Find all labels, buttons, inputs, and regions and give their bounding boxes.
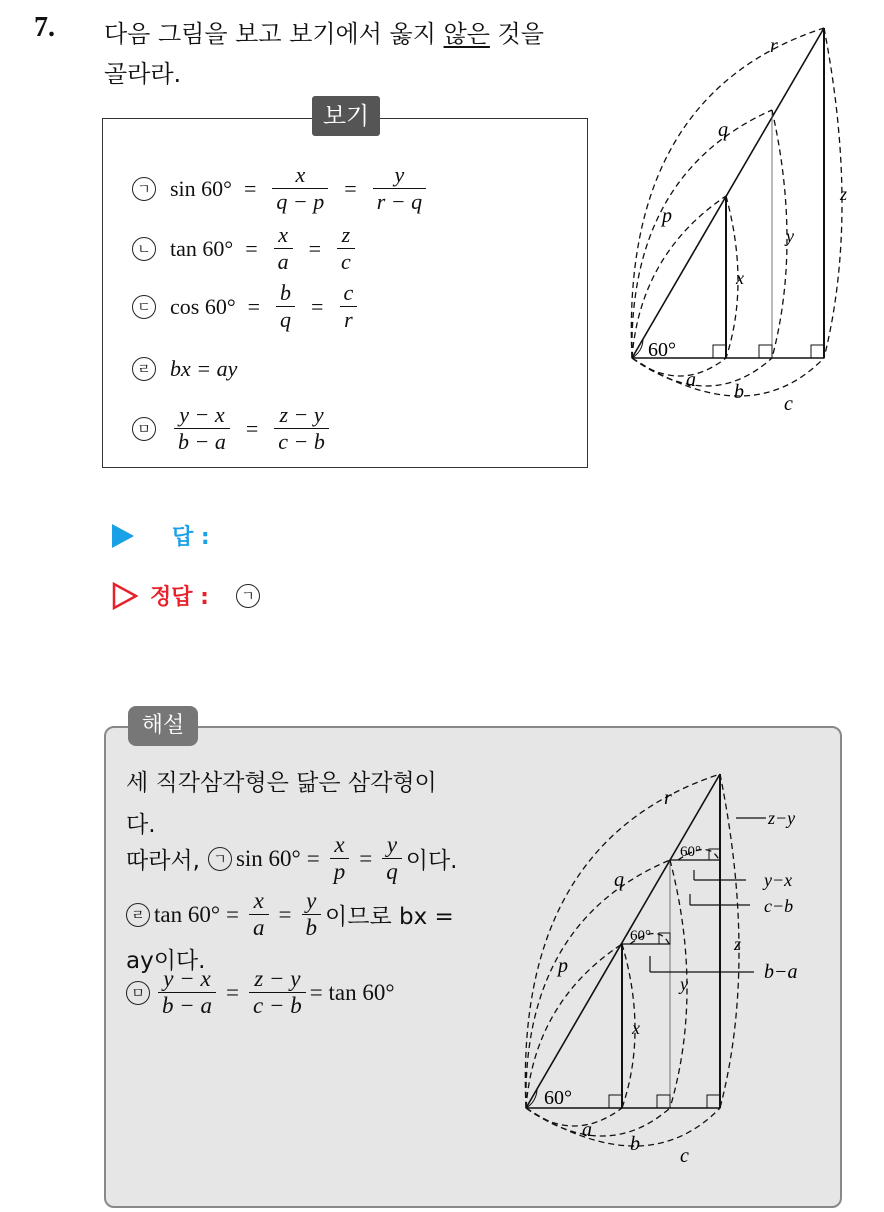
correct-answer-value: [236, 584, 260, 608]
fig2-label-p: p: [558, 955, 568, 977]
frac-den: q − p: [272, 188, 328, 215]
expl-line6: ㅁ $\frac{y - x}{b - a}$ = $\frac{z - y}{c - b}$ = tan 60°: [126, 966, 395, 1019]
fig2-label-b-minus-a: b−a: [764, 961, 798, 983]
fig1-label-a: a: [686, 369, 696, 391]
frac-den: c: [337, 248, 355, 275]
explanation-label: 해설: [128, 706, 198, 746]
fig2-small-angle-1: 60°: [630, 928, 651, 944]
frac-den: q: [276, 306, 295, 333]
bogi-item-1: ㄱ sin 60° = $\frac{x}{q - p}$ = $\frac{y}{r - q}$: [132, 162, 430, 215]
expl-line4: ㄹ tan 60° = $\frac{x}{a}$ = $\frac{y}{b}$ 이므로 bx =: [126, 888, 454, 941]
fig2-label-z: z: [734, 934, 742, 954]
expl-line3-suffix: 이다.: [405, 848, 458, 874]
expl-marker: ㄹ: [126, 903, 150, 927]
answer-label: 답 :: [172, 525, 210, 550]
fig2-label-a: a: [582, 1119, 592, 1141]
frac-num: x: [295, 162, 306, 187]
fig2-label-z-minus-y: z−y: [768, 808, 796, 828]
question-text-line2: 골라라.: [104, 60, 182, 88]
expl-line4-suffix: 이므로 bx =: [325, 904, 454, 930]
item-marker: ㄷ: [132, 295, 156, 319]
frac-den: q: [382, 858, 402, 885]
frac-num: x: [278, 222, 288, 247]
fig1-angle-label: 60°: [648, 339, 676, 361]
fig2-label-b: b: [630, 1133, 640, 1155]
fig2-label-c-minus-b: c−b: [764, 896, 794, 916]
question-text-part2: 것을: [489, 20, 544, 48]
frac-den: p: [330, 858, 350, 885]
frac-den: b − a: [158, 992, 216, 1019]
answer-arrow-icon: [112, 524, 134, 548]
fig1-label-q: q: [718, 119, 728, 141]
item-marker: ㄴ: [132, 237, 156, 261]
expl-line2: 다.: [126, 812, 156, 838]
frac-num: z − y: [254, 966, 301, 991]
bogi-item-2: ㄴ tan 60° = $\frac{x}{a}$ = $\frac{z}{c}$: [132, 222, 359, 275]
frac-num: x: [253, 888, 264, 913]
frac-den: r: [340, 306, 357, 333]
expl-line3-prefix: 따라서,: [126, 848, 200, 874]
correct-answer-marker: ㄱ: [236, 584, 260, 608]
item-func: tan 60°: [170, 235, 234, 261]
item-func: cos 60°: [170, 293, 236, 319]
figure-triangles-explanation: [514, 762, 824, 1172]
fig2-label-y: y: [680, 974, 688, 994]
fig1-label-x: x: [736, 268, 744, 288]
item-marker: ㄱ: [132, 177, 156, 201]
expl-line3: 따라서, ㄱ sin 60° = $\frac{x}{p}$ = $\frac{y}{q}$ 이다.: [126, 832, 458, 884]
expl-line6-tail: = tan 60°: [309, 979, 395, 1005]
figure-triangles: [620, 14, 860, 414]
expl-marker: ㅁ: [126, 981, 150, 1005]
bogi-item-4: [132, 356, 237, 382]
frac-den: c − b: [249, 992, 306, 1019]
fig1-label-z: z: [840, 184, 848, 204]
fig1-label-b: b: [734, 381, 744, 403]
frac-den: a: [249, 914, 269, 941]
item-marker: ㅁ: [132, 417, 156, 441]
frac-num: y − x: [179, 402, 225, 427]
expl-line5: ay이다.: [126, 948, 206, 974]
frac-den: c − b: [274, 428, 329, 455]
fig2-label-y-minus-x: y−x: [764, 870, 793, 890]
frac-num: y: [394, 162, 405, 187]
frac-num: b: [280, 280, 292, 305]
question-text: [104, 14, 624, 94]
fig2-angle-label: 60°: [544, 1087, 572, 1109]
fig1-label-c: c: [784, 393, 793, 414]
frac-num: y: [386, 832, 398, 857]
bogi-label: 보기: [312, 96, 380, 136]
frac-num: c: [343, 280, 354, 305]
fig2-label-x: x: [632, 1018, 640, 1038]
frac-den: r − q: [373, 188, 426, 215]
frac-num: z − y: [279, 402, 324, 427]
item-func: sin 60°: [170, 175, 232, 201]
question-text-part1: 다음 그림을 보고 보기에서 옳지: [104, 20, 444, 48]
fig1-label-y: y: [786, 226, 794, 246]
item-marker: ㄹ: [132, 357, 156, 381]
frac-den: a: [274, 248, 293, 275]
expl-func: tan 60°: [154, 901, 221, 927]
bogi-item-3: ㄷ cos 60° = $\frac{b}{q}$ = $\frac{c}{r}$: [132, 280, 361, 333]
frac-num: x: [334, 832, 345, 857]
frac-den: b − a: [174, 428, 230, 455]
expl-marker: ㄱ: [208, 847, 232, 871]
correct-arrow-icon: [112, 582, 138, 610]
fig2-label-c: c: [680, 1145, 689, 1167]
fig1-label-p: p: [662, 205, 672, 227]
item-expr: bx = ay: [170, 356, 238, 381]
fig2-label-r: r: [664, 787, 672, 809]
fig1-label-r: r: [770, 35, 778, 57]
correct-answer-label: 정답 :: [150, 585, 209, 610]
frac-den: b: [302, 914, 322, 941]
frac-num: z: [341, 222, 351, 247]
frac-num: y − x: [163, 966, 211, 991]
question-number: 7.: [34, 12, 55, 43]
fig2-small-angle-2: 60°: [680, 844, 701, 860]
expl-func: sin 60°: [235, 845, 301, 871]
expl-line1: 세 직각삼각형은 닮은 삼각형이: [126, 770, 437, 796]
fig2-label-q: q: [614, 869, 624, 891]
frac-num: y: [306, 888, 317, 913]
bogi-item-5: ㅁ $\frac{y - x}{b - a}$ = $\frac{z - y}{c - b}$: [132, 402, 333, 455]
question-text-underlined: 않은: [443, 20, 490, 48]
